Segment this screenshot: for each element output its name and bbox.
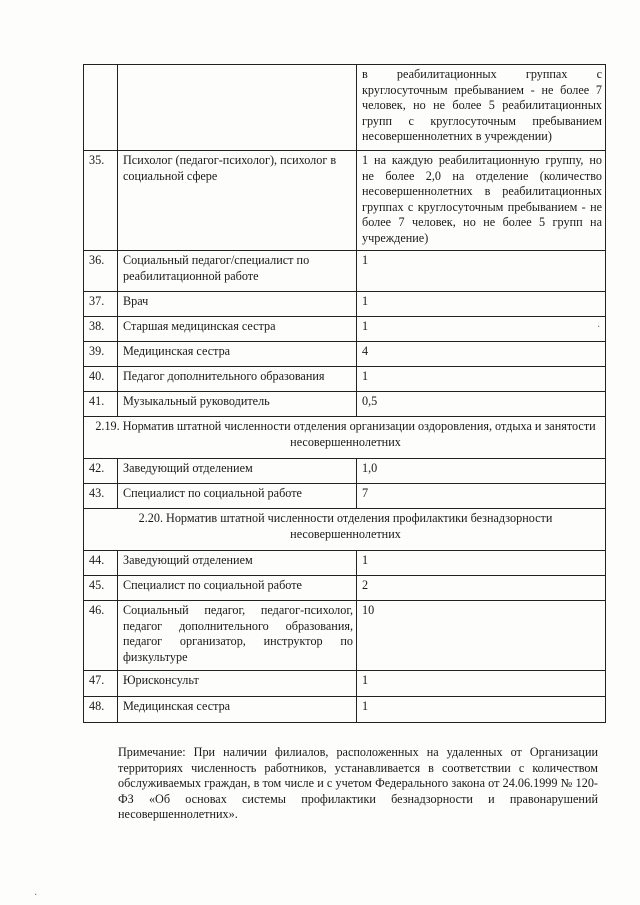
position-name: Социальный педагог/специалист по реабилитационной работе	[118, 251, 357, 292]
staff-norm: 10	[357, 601, 606, 671]
table-row	[84, 342, 606, 367]
table-row	[84, 151, 606, 251]
row-number: 40.	[84, 367, 118, 392]
staff-norm: 0,5	[357, 392, 606, 417]
row-number: 36.	[84, 251, 118, 292]
norm-cell: в реабилитационных группах с круглосуточным пребыванием - не более 7 человек, но не более 5 реабилитационных групп с круглосуточным пребыванием несовершеннолетних в учреждении)	[357, 65, 606, 151]
staff-norm: 1	[357, 317, 606, 342]
staff-norm: 1	[357, 251, 606, 292]
row-number: 39.	[84, 342, 118, 367]
staff-norm: 1 на каждую реабилитационную группу, но не более 2,0 на отделение (количество несовершеннолетних в реабилитационных группах с круглосуточным пребыванием - не более 7 человек, но не более 5 групп на учреждение)	[357, 151, 606, 251]
section-heading: 2.20. Норматив штатной численности отделения профилактики безнадзорности несовершеннолетних	[84, 509, 606, 551]
table-row	[84, 484, 606, 509]
position-name: Специалист по социальной работе	[118, 576, 357, 601]
position-name: Медицинская сестра	[118, 697, 357, 723]
row-number-cell	[84, 65, 118, 151]
row-number: 46.	[84, 601, 118, 671]
row-number: 47.	[84, 671, 118, 697]
staff-norm: 1,0	[357, 459, 606, 484]
row-number: 38.	[84, 317, 118, 342]
row-number: 37.	[84, 292, 118, 317]
table-row	[84, 459, 606, 484]
section-heading: 2.19. Норматив штатной численности отделения организации оздоровления, отдыха и занятости несовершеннолетних	[84, 417, 606, 459]
row-number: 44.	[84, 551, 118, 576]
position-name: Социальный педагог, педагог-психолог, педагог дополнительного образования, педагог организатор, инструктор по физкультуре	[118, 601, 357, 671]
staff-norm: 1	[357, 551, 606, 576]
scan-speck: ·	[597, 322, 601, 333]
row-number: 43.	[84, 484, 118, 509]
section-heading-row	[84, 509, 606, 551]
position-name: Заведующий отделением	[118, 551, 357, 576]
position-name: Юрисконсульт	[118, 671, 357, 697]
position-name: Заведующий отделением	[118, 459, 357, 484]
position-name: Медицинская сестра	[118, 342, 357, 367]
position-name: Педагог дополнительного образования	[118, 367, 357, 392]
position-name: Старшая медицинская сестра	[118, 317, 357, 342]
staff-norm: 4	[357, 342, 606, 367]
table-row	[84, 601, 606, 671]
row-number: 45.	[84, 576, 118, 601]
table-row	[84, 576, 606, 601]
staff-norm: 1	[357, 671, 606, 697]
section-heading-row	[84, 417, 606, 459]
footnote: Примечание: При наличии филиалов, расположенных на удаленных от Организации территориях численность работников, устанавливается в соответствии с количеством обслуживаемых граждан, в том числе и с учетом Федерального закона от 24.06.1999 № 120-ФЗ «Об основах системы профилактики безнадзорности и правонарушений несовершеннолетних».	[118, 745, 598, 821]
position-name: Музыкальный руководитель	[118, 392, 357, 417]
table-row	[84, 671, 606, 697]
table-row	[84, 292, 606, 317]
staff-norm: 1	[357, 367, 606, 392]
row-number: 48.	[84, 697, 118, 723]
position-cell	[118, 65, 357, 151]
table-row	[84, 65, 606, 151]
staff-norms-table	[83, 64, 606, 723]
row-number: 42.	[84, 459, 118, 484]
table-row	[84, 551, 606, 576]
scan-speck: ·	[34, 890, 38, 901]
position-name: Психолог (педагог-психолог), психолог в социальной сфере	[118, 151, 357, 251]
table-row	[84, 697, 606, 723]
row-number: 35.	[84, 151, 118, 251]
position-name: Врач	[118, 292, 357, 317]
position-name: Специалист по социальной работе	[118, 484, 357, 509]
table-row	[84, 251, 606, 292]
staff-norm: 7	[357, 484, 606, 509]
table-row	[84, 367, 606, 392]
table-row	[84, 317, 606, 342]
staff-norm: 1	[357, 292, 606, 317]
table-row	[84, 392, 606, 417]
staff-norm: 2	[357, 576, 606, 601]
row-number: 41.	[84, 392, 118, 417]
staff-norm: 1	[357, 697, 606, 723]
